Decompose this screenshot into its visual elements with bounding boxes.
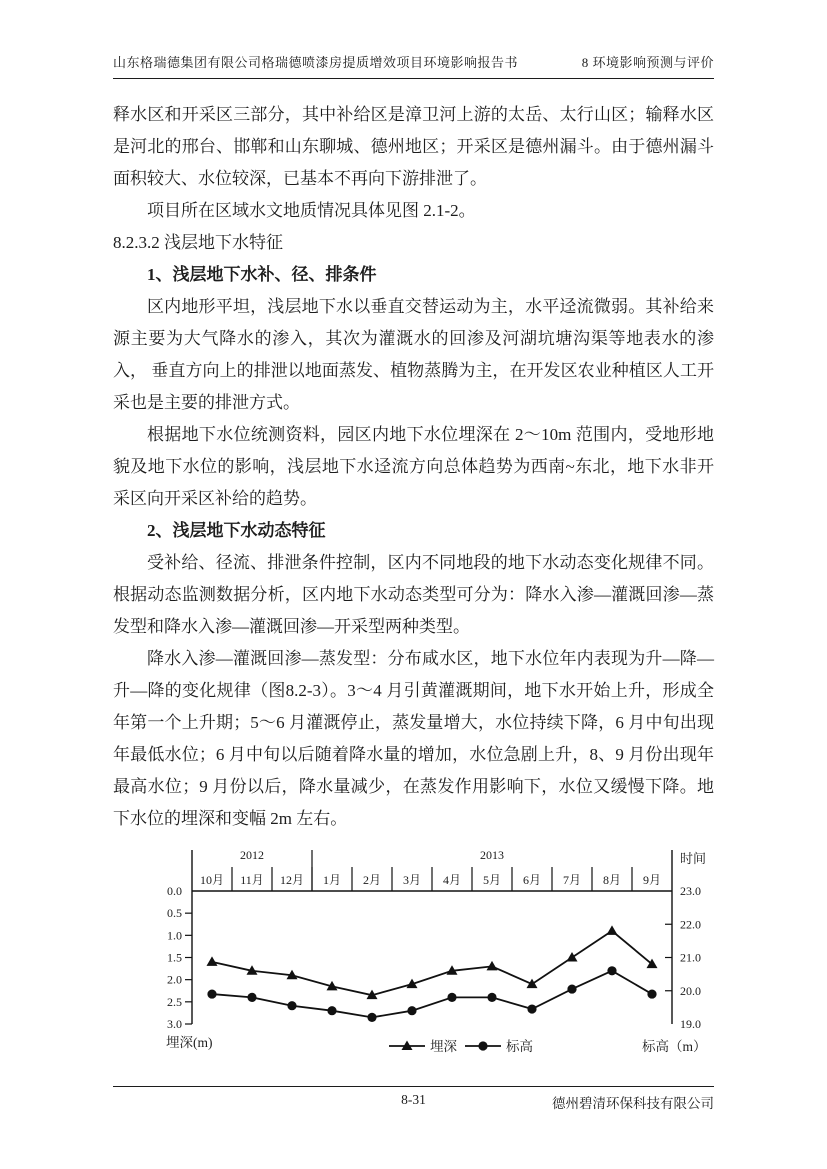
month-label: 3月 [402, 873, 422, 887]
data-point-埋深 [207, 956, 218, 966]
data-point-标高 [327, 1006, 336, 1015]
month-label: 1月 [322, 873, 342, 887]
month-label: 12月 [279, 873, 305, 887]
data-point-标高 [247, 993, 256, 1002]
legend-label: 标高 [506, 1039, 533, 1054]
data-point-标高 [607, 966, 616, 975]
paragraph: 释水区和开采区三部分，其中补给区是漳卫河上游的太岳、太行山区；输释水区是河北的邢台、邯郸和山东聊城、德州地区；开采区是德州漏斗。由于德州漏斗面积较大、水位较深，已基本不再向下游排泄了。 [113, 105, 714, 188]
year-label: 2013 [480, 848, 504, 862]
right-tick-label: 19.0 [680, 1017, 701, 1031]
left-tick-label: 0.5 [167, 906, 182, 921]
right-tick-label: 23.0 [680, 884, 701, 898]
page-footer [113, 1086, 714, 1113]
right-tick-label: 22.0 [680, 917, 701, 932]
header-chapter-title: 8 环境影响预测与评价 [581, 55, 714, 70]
page-header [113, 52, 714, 79]
data-point-埋深 [567, 952, 578, 962]
month-label: 8月 [602, 873, 622, 887]
right-tick-label: 21.0 [680, 950, 701, 965]
data-point-标高 [407, 1006, 416, 1015]
left-tick-label: 2.0 [167, 972, 182, 987]
body-content [113, 99, 714, 1087]
paragraph-list [113, 99, 714, 835]
data-point-标高 [487, 993, 496, 1002]
data-point-标高 [447, 993, 456, 1002]
paragraph: 根据地下水位统测资料，园区内地下水位埋深在 2～10m 范围内，受地形地貌及地下水位的影响，浅层地下水迳流方向总体趋势为西南~东北，地下水非开采区向开采区补给的趋势。 [113, 425, 714, 508]
paragraph: 项目所在区域水文地质情况具体见图 2.1-2。 [147, 201, 476, 220]
time-axis-label: 时间 [680, 851, 707, 866]
paragraph: 区内地形平坦，浅层地下水以垂直交替运动为主，水平迳流微弱。其补给来源主要为大气降水的渗入，其次为灌溉水的回渗及河湖坑塘沟渠等地表水的渗入， 垂直方向上的排泄以地面蒸发、植物蒸腾为主，在开发区农业种植区人工开采也是主要的排泄方式。 [113, 297, 714, 412]
legend-label: 埋深 [430, 1039, 457, 1054]
paragraph: 2、浅层地下水动态特征 [147, 521, 326, 540]
month-label: 2月 [362, 873, 382, 887]
left-tick-label: 0.0 [167, 884, 182, 898]
data-point-标高 [287, 1001, 296, 1010]
groundwater-dynamics-chart [146, 841, 766, 1076]
month-label: 4月 [442, 873, 462, 887]
year-label: 2012 [240, 848, 264, 862]
paragraph: 降水入渗—灌溉回渗—蒸发型：分布咸水区，地下水位年内表现为升—降— 升—降的变化规律（图8.2-3）。3～4 月引黄灌溉期间，地下水开始上升，形成全年第一个上升期；5～6 月灌溉停止，蒸发量增大，水位持续下降，6 月中旬出现年最低水位；6 月中旬以后随着降水量的增加，水位急剧上升，8、9 月份出现年最高水位；9 月份以后，降水量减少，在蒸发作用影响下，水位又缓慢下降。地下水位的埋深和变幅 2m 左右。 [113, 649, 714, 828]
data-point-标高 [207, 989, 216, 998]
depth-axis-label: 埋深(m) [166, 1035, 213, 1050]
paragraph: 1、浅层地下水补、径、排条件 [147, 265, 377, 284]
data-point-标高 [367, 1013, 376, 1022]
data-point-标高 [527, 1004, 536, 1013]
left-tick-label: 1.5 [167, 950, 182, 965]
month-label: 7月 [562, 873, 582, 887]
data-point-埋深 [607, 925, 618, 935]
data-point-标高 [567, 984, 576, 993]
legend-marker-circle [478, 1041, 487, 1050]
groundwater-dynamics-chart-wrap [146, 841, 714, 1087]
right-tick-label: 20.0 [680, 983, 701, 998]
footer-page-number: 8-31 [401, 1092, 426, 1107]
paragraph: 8.2.3.2 浅层地下水特征 [113, 233, 283, 252]
series-line-埋深 [212, 931, 652, 995]
data-point-埋深 [487, 961, 498, 971]
month-label: 6月 [522, 873, 542, 887]
month-label: 11月 [240, 873, 264, 887]
left-tick-label: 2.5 [167, 994, 182, 1009]
month-label: 10月 [199, 873, 225, 887]
footer-company-name: 德州碧清环保科技有限公司 [552, 1096, 714, 1111]
month-label: 5月 [482, 873, 502, 887]
data-point-标高 [647, 989, 656, 998]
left-tick-label: 1.0 [167, 928, 182, 943]
left-tick-label: 3.0 [167, 1017, 182, 1031]
elevation-axis-label: 标高（m） [642, 1039, 707, 1054]
paragraph: 受补给、径流、排泄条件控制，区内不同地段的地下水动态变化规律不同。根据动态监测数据分析，区内地下水动态类型可分为：降水入渗—灌溉回渗—蒸发型和降水入渗—灌溉回渗—开采型两种类型。 [113, 553, 714, 636]
month-label: 9月 [642, 873, 662, 887]
header-report-title: 山东格瑞德集团有限公司格瑞德喷漆房提质增效项目环境影响报告书 [113, 55, 519, 70]
